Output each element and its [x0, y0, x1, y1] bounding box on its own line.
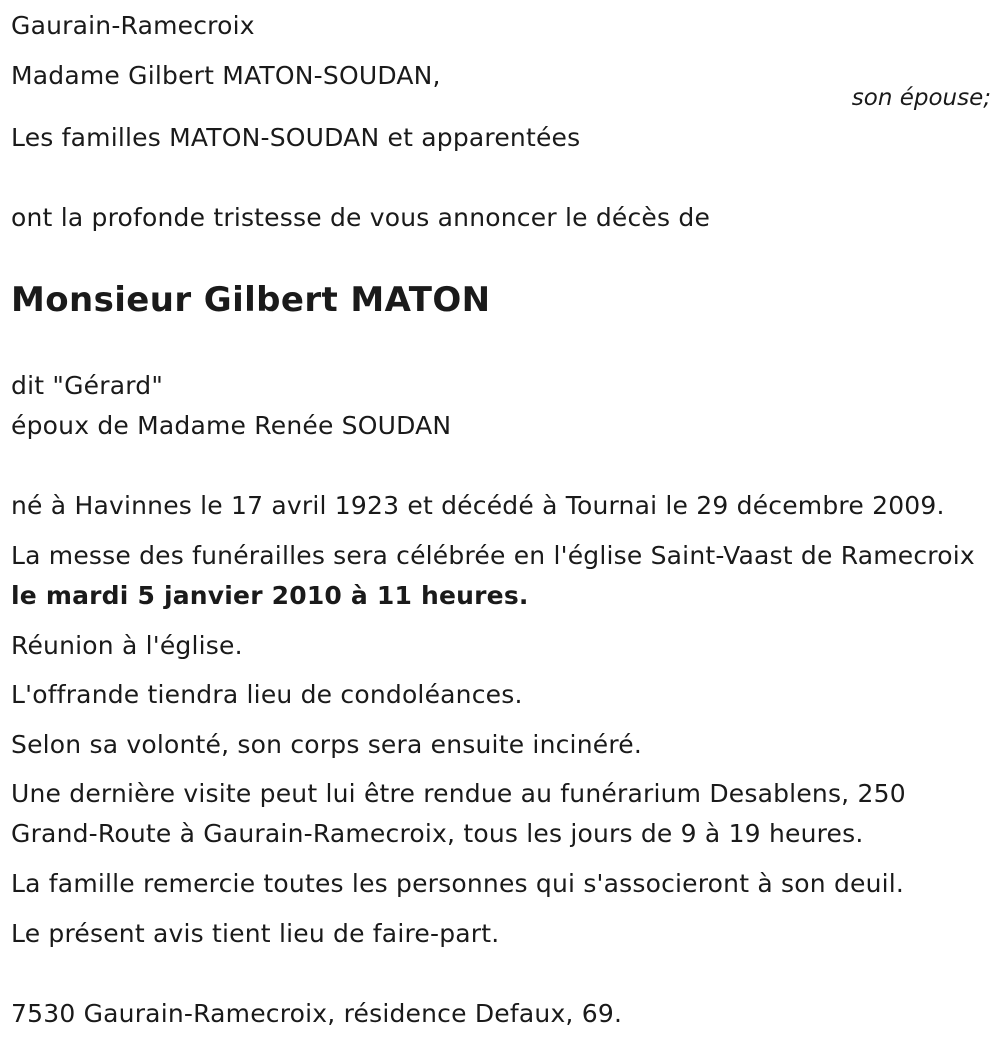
- spouse-role: son épouse;: [851, 85, 991, 111]
- obituary-notice: [11, 0, 993, 1046]
- spouse-of-line: époux de Madame Renée SOUDAN: [11, 411, 452, 440]
- address-line: 7530 Gaurain-Ramecroix, résidence Defaux, 69.: [11, 999, 623, 1028]
- intro-line: ont la profonde tristesse de vous annoncer le décès de: [11, 203, 711, 232]
- town-header: Gaurain-Ramecroix: [11, 11, 255, 40]
- spouse-line: Madame Gilbert MATON-SOUDAN,: [11, 61, 441, 90]
- thanks-line: La famille remercie toutes les personnes qui s'associeront à son deuil.: [11, 869, 905, 898]
- nickname-line: dit "Gérard": [11, 371, 164, 400]
- visit-paragraph: Une dernière visite peut lui être rendue au funérarium Desablens, 250 Grand-Route à Gaurain-Ramecroix, tous les jours de 9 à 19 heures.: [11, 779, 906, 848]
- mass-date: le mardi 5 janvier 2010 à 11 heures.: [11, 581, 529, 610]
- deceased-name: Monsieur Gilbert MATON: [11, 280, 491, 320]
- meeting-line: Réunion à l'église.: [11, 631, 243, 660]
- families-line: Les familles MATON-SOUDAN et apparentées: [11, 123, 581, 152]
- birth-death-line: né à Havinnes le 17 avril 1923 et décédé à Tournai le 29 décembre 2009.: [11, 491, 945, 520]
- mass-text: La messe des funérailles sera célébrée en l'église Saint-Vaast de Ramecroix: [11, 541, 975, 570]
- cremation-line: Selon sa volonté, son corps sera ensuite incinéré.: [11, 730, 642, 759]
- notice-line: Le présent avis tient lieu de faire-part.: [11, 919, 500, 948]
- offering-line: L'offrande tiendra lieu de condoléances.: [11, 680, 523, 709]
- mass-paragraph: [11, 536, 986, 616]
